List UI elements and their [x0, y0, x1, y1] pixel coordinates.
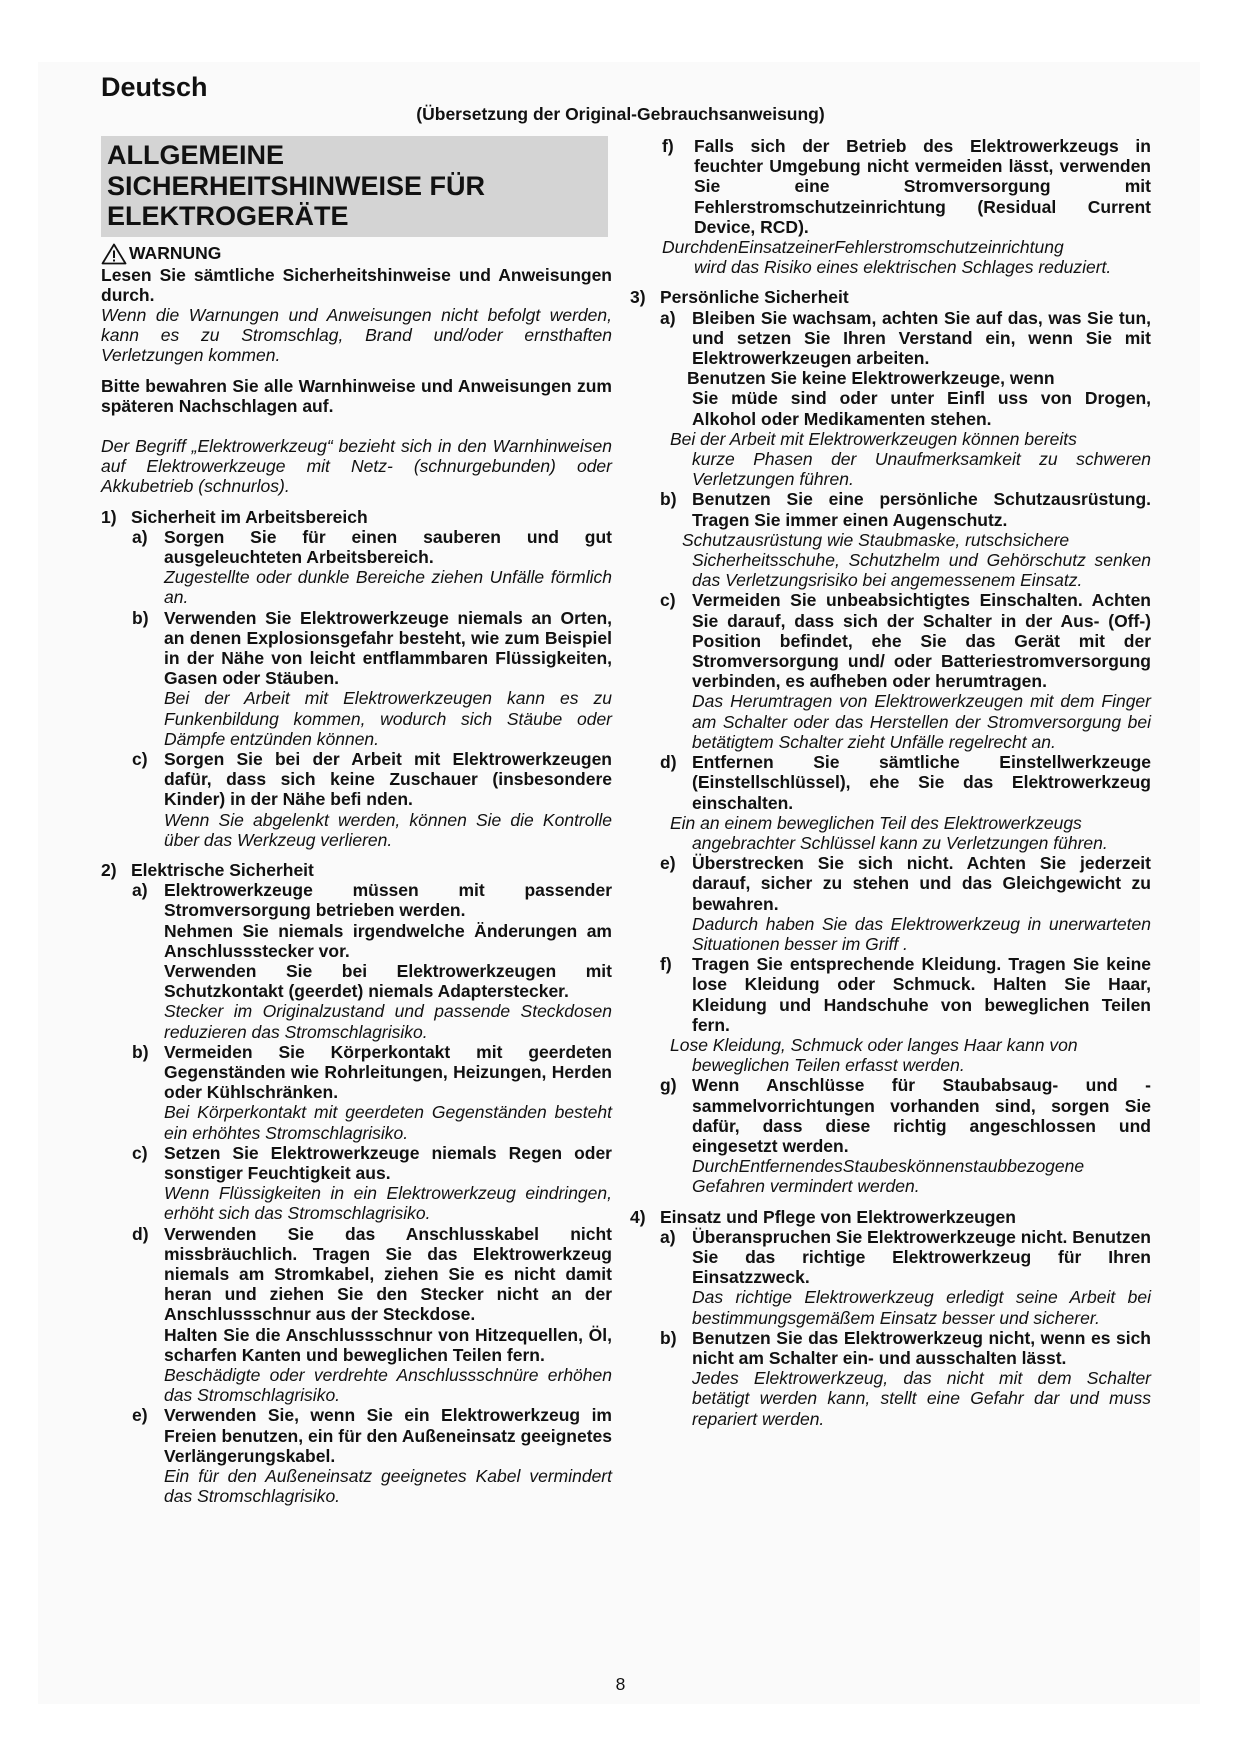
- s3-a-note-2: kurze Phasen der Unaufmerksamkeit zu schweren Verletzungen führen.: [692, 449, 1151, 490]
- s1-item-c: c) Sorgen Sie bei der Arbeit mit Elektrowerkzeugen dafür, dass sich keine Zuschauer (insbesondere Kinder) in der Nähe befi nden. Wenn Sie abgelenkt werden, können Sie die Kontrolle über das Werkzeug verlieren.: [132, 748, 612, 850]
- s3-item-d: d) Entfernen Sie sämtliche Einstellwerkzeuge (Einstellschlüssel), ehe Sie das Elektrowerkzeug einschalten.: [660, 752, 1151, 813]
- s2-item-e: e) Verwenden Sie, wenn Sie ein Elektrowerkzeug im Freien benutzen, ein für den Außeneinsatz geeignetes Verlängerungskabel. Ein für den Außeneinsatz geeignetes Kabel vermindert das Stromschlagrisiko.: [132, 1405, 612, 1507]
- section-3-heading: 3) Persönliche Sicherheit: [630, 287, 849, 308]
- warning-term-definition: Der Begriff „Elektrowerkzeug“ bezieht sich in den Warnhinweisen auf Elektrowerkzeuge mit Netz- (schnurgebunden) oder Akkubetrieb (schnurlos).: [101, 435, 612, 497]
- s2-f-note-1: DurchdenEinsatzeinerFehlerstromschutzeinrichtung: [662, 237, 1064, 258]
- s3-d-note-2: angebrachter Schlüssel kann zu Verletzungen führen.: [692, 832, 1108, 853]
- s3-item-b: b) Benutzen Sie eine persönliche Schutzausrüstung. Tragen Sie immer einen Augenschutz.: [660, 489, 1151, 530]
- warning-label: WARNUNG: [129, 243, 222, 264]
- s2-item-d: d) Verwenden Sie das Anschlusskabel nicht missbräuchlich. Tragen Sie das Elektrowerkzeug niemals am Stromkabel, ziehen Sie es nicht damit heran und ziehen Sie den Stecker nicht an der Anschlussschnur aus der Steckdose. Halten Sie die Anschlussschnur von Hitzequellen, Öl, scharfen Kanten und beweglichen Teilen fern. Beschädigte oder verdrehte Anschlussschnüre erhöhen das Stromschlagrisiko.: [132, 1223, 612, 1406]
- s3-g-note-2: Gefahren vermindert werden.: [692, 1176, 920, 1197]
- s4-item-b: b) Benutzen Sie das Elektrowerkzeug nicht, wenn es sich nicht am Schalter ein- und ausschalten lässt. Jedes Elektrowerkzeug, das nicht mit dem Schalter betätigt werden kann, stellt eine Gefahr dar und muss repariert werden.: [660, 1327, 1151, 1429]
- translation-subtitle: (Übersetzung der Original-Gebrauchsanweisung): [416, 104, 825, 124]
- s4-item-a: a) Überanspruchen Sie Elektrowerkzeuge nicht. Benutzen Sie das richtige Elektrowerkzeug für Ihren Einsatzzweck. Das richtige Elektrowerkzeug erledigt seine Arbeit bei bestimmungsgemäßem Einsatz besser und sicherer.: [660, 1226, 1151, 1328]
- warning-consequence: Wenn die Warnungen und Anweisungen nicht befolgt werden, kann es zu Stromschlag, Brand und/oder ernsthaften Verletzungen kommen.: [101, 304, 612, 366]
- s3-f-note-2: beweglichen Teilen erfasst werden.: [692, 1055, 965, 1076]
- section-2-heading: 2) Elektrische Sicherheit: [101, 859, 314, 880]
- s1-item-a: a) Sorgen Sie für einen sauberen und gut ausgeleuchteten Arbeitsbereich. Zugestellte oder dunkle Bereiche ziehen Unfälle förmlich an.: [132, 526, 612, 608]
- s2-item-a: a) Elektrowerkzeuge müssen mit passender Stromversorgung betrieben werden. Nehmen Sie niemals irgendwelche Änderungen am Anschlussstecker vor. Verwenden Sie bei Elektrowerkzeugen mit Schutzkontakt (geerdet) niemals Adapterstecker. Stecker im Originalzustand und passende Steckdosen reduzieren das Stromschlagrisiko.: [132, 880, 612, 1042]
- s3-item-f: f) Tragen Sie entsprechende Kleidung. Tragen Sie keine lose Kleidung oder Schmuck. Halten Sie Haar, Kleidung und Handschuhe von beweglichen Teilen fern.: [660, 954, 1151, 1035]
- s3-item-g: g) Wenn Anschlüsse für Staubabsaug- und -sammelvorrichtungen vorhanden sind, sorgen Sie dafür, dass diese richtig angeschlossen und eingesetzt werden.: [660, 1075, 1151, 1156]
- s3-a-drugs: Sie müde sind oder unter Einfl uss von Drogen, Alkohol oder Medikamenten stehen.: [692, 388, 1151, 429]
- right-column: [630, 136, 1151, 1429]
- s3-d-note-1: Ein an einem beweglichen Teil des Elektrowerkzeugs: [670, 812, 1082, 833]
- title-line-1: ALLGEMEINE: [107, 140, 285, 170]
- warning-keep-instructions: Bitte bewahren Sie alle Warnhinweise und Anweisungen zum späteren Nachschlagen auf.: [101, 375, 612, 416]
- s3-a-note-1: Bei der Arbeit mit Elektrowerkzeugen können bereits: [670, 428, 1077, 449]
- page-number: 8: [615, 1674, 626, 1694]
- language-heading: Deutsch: [101, 72, 208, 102]
- s3-item-a: a) Bleiben Sie wachsam, achten Sie auf das, was Sie tun, und setzen Sie Ihren Verstand ein, wenn Sie mit Elektrowerkzeugen arbeiten.: [660, 307, 1151, 369]
- s3-item-c: c) Vermeiden Sie unbeabsichtigtes Einschalten. Achten Sie darauf, dass sich der Schalter in der Aus- (Off-) Position befindet, ehe Sie das Gerät mit der Stromversorgung und/ oder Batteriestromversorgung verbinden, es aufheben oder herumtragen. Das Herumtragen von Elektrowerkzeugen mit dem Finger am Schalter oder das Herstellen der Stromversorgung bei betätigtem Schalter zieht Unfälle regelrecht an.: [660, 590, 1151, 752]
- section-title-box: [101, 136, 608, 237]
- s3-g-note-1: DurchEntfernendesStaubeskönnenstaubbezogene: [692, 1156, 1085, 1177]
- s2-item-c: c) Setzen Sie Elektrowerkzeuge niemals Regen oder sonstiger Feuchtigkeit aus. Wenn Flüssigkeiten in ein Elektrowerkzeug eindringen, erhöht sich das Stromschlagrisiko.: [132, 1142, 612, 1224]
- warning-read-all: Lesen Sie sämtliche Sicherheitshinweise und Anweisungen durch.: [101, 264, 612, 305]
- s3-b-note-1: Schutzausrüstung wie Staubmaske, rutschsichere: [682, 529, 1070, 550]
- s3-f-note-1: Lose Kleidung, Schmuck oder langes Haar kann von: [670, 1034, 1078, 1055]
- left-column: [101, 136, 612, 1506]
- warning-triangle-icon: [101, 243, 127, 265]
- s1-item-b: b) Verwenden Sie Elektrowerkzeuge niemals an Orten, an denen Explosionsgefahr besteht, wie zum Beispiel in der Nähe von leicht entflammbaren Flüssigkeiten, Gasen oder Stäuben. Bei der Arbeit mit Elektrowerkzeugen kann es zu Funkenbildung kommen, wodurch sich Stäube oder Dämpfe entzünden können.: [132, 607, 612, 749]
- s3-b-note-2: Sicherheitsschuhe, Schutzhelm und Gehörschutz senken das Verletzungsrisiko bei angemessenem Einsatz.: [692, 550, 1151, 591]
- section-4-heading: 4) Einsatz und Pflege von Elektrowerkzeugen: [630, 1206, 1016, 1227]
- s2-f-note-2: wird das Risiko eines elektrischen Schlages reduziert.: [694, 257, 1112, 278]
- title-line-2: SICHERHEITSHINWEISE FÜR: [107, 170, 486, 201]
- s3-item-e: e) Überstrecken Sie sich nicht. Achten Sie jederzeit darauf, sicher zu stehen und das Gleichgewicht zu bewahren. Dadurch haben Sie das Elektrowerkzeug in unerwarteten Situationen besser im Griff .: [660, 853, 1151, 954]
- s3-a-no-tools: Benutzen Sie keine Elektrowerkzeuge, wenn: [687, 368, 1055, 389]
- s2-item-f: f) Falls sich der Betrieb des Elektrowerkzeugs in feuchter Umgebung nicht vermeiden lässt, verwenden Sie eine Stromversorgung mit Fehlerstromschutzeinrichtung (Residual Current Device, RCD).: [662, 136, 1151, 237]
- section-1-heading: 1) Sicherheit im Arbeitsbereich: [101, 506, 368, 527]
- title-line-3: ELEKTROGERÄTE: [107, 201, 349, 231]
- s2-item-b: b) Vermeiden Sie Körperkontakt mit geerdeten Gegenständen wie Rohrleitungen, Heizungen, Herden oder Kühlschränken. Bei Körperkontakt mit geerdeten Gegenständen besteht ein erhöhtes Stromschlagrisiko.: [132, 1041, 612, 1143]
- warning-heading: [101, 243, 612, 265]
